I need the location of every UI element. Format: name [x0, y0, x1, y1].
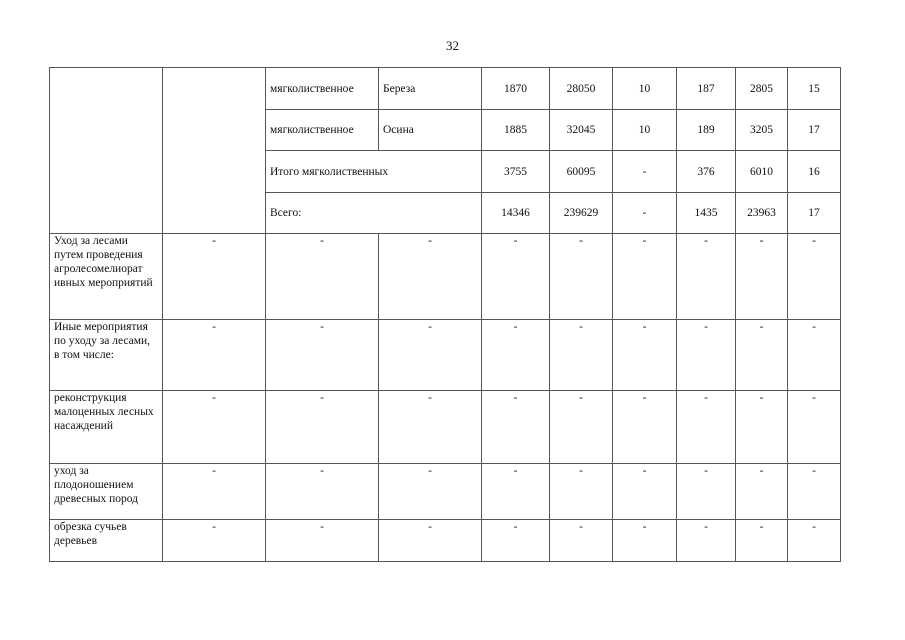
- value-cell: -: [482, 234, 550, 320]
- value-cell: -: [379, 320, 482, 391]
- value-cell: 23963: [736, 193, 788, 234]
- value-cell: -: [482, 391, 550, 464]
- value-cell: 17: [788, 193, 841, 234]
- value-cell: 32045: [550, 110, 613, 151]
- value-cell: -: [677, 234, 736, 320]
- value-cell: -: [550, 464, 613, 520]
- value-cell: -: [550, 520, 613, 562]
- value-cell: -: [379, 234, 482, 320]
- value-cell: 10: [613, 110, 677, 151]
- value-cell: -: [736, 320, 788, 391]
- activity-label: уход за плодоношением древесных пород: [50, 464, 163, 520]
- species-cell: Осина: [379, 110, 482, 151]
- value-cell: -: [677, 320, 736, 391]
- value-cell: -: [379, 464, 482, 520]
- value-cell: -: [163, 391, 266, 464]
- value-cell: -: [482, 520, 550, 562]
- value-cell: -: [266, 320, 379, 391]
- group-cell: мягколиственное: [266, 110, 379, 151]
- value-cell: -: [379, 520, 482, 562]
- value-cell: 15: [788, 68, 841, 110]
- activity-row: [50, 234, 841, 320]
- value-cell: -: [788, 520, 841, 562]
- value-cell: -: [379, 391, 482, 464]
- value-cell: 3205: [736, 110, 788, 151]
- value-cell: 28050: [550, 68, 613, 110]
- forest-care-table: [49, 67, 841, 562]
- value-cell: -: [613, 391, 677, 464]
- value-cell: -: [613, 464, 677, 520]
- activity-row: [50, 520, 841, 562]
- value-cell: 187: [677, 68, 736, 110]
- value-cell: 1885: [482, 110, 550, 151]
- value-cell: -: [163, 464, 266, 520]
- value-cell: 14346: [482, 193, 550, 234]
- value-cell: -: [550, 391, 613, 464]
- value-cell: 189: [677, 110, 736, 151]
- value-cell: -: [550, 234, 613, 320]
- activity-label: Уход за лесами путем проведения агролесомелиорат ивных мероприятий: [50, 234, 163, 320]
- value-cell: -: [788, 234, 841, 320]
- page-number: 32: [446, 38, 459, 53]
- value-cell: -: [266, 391, 379, 464]
- value-cell: -: [736, 391, 788, 464]
- value-cell: -: [266, 464, 379, 520]
- value-cell: -: [613, 320, 677, 391]
- activity-row: [50, 464, 841, 520]
- activity-label: обрезка сучьев деревьев: [50, 520, 163, 562]
- value-cell: -: [677, 391, 736, 464]
- value-cell: 60095: [550, 151, 613, 193]
- value-cell: -: [163, 234, 266, 320]
- empty-cell: [163, 68, 266, 234]
- value-cell: -: [613, 520, 677, 562]
- group-cell: мягколиственное: [266, 68, 379, 110]
- value-cell: -: [482, 320, 550, 391]
- table-row: [50, 68, 841, 110]
- value-cell: -: [736, 234, 788, 320]
- species-cell: Береза: [379, 68, 482, 110]
- value-cell: -: [677, 520, 736, 562]
- activity-row: [50, 391, 841, 464]
- value-cell: -: [677, 464, 736, 520]
- activity-row: [50, 320, 841, 391]
- value-cell: -: [788, 391, 841, 464]
- value-cell: 3755: [482, 151, 550, 193]
- value-cell: -: [266, 234, 379, 320]
- activity-label: реконструкция малоценных лесных насаждений: [50, 391, 163, 464]
- value-cell: 1435: [677, 193, 736, 234]
- value-cell: 16: [788, 151, 841, 193]
- value-cell: -: [482, 464, 550, 520]
- value-cell: -: [613, 193, 677, 234]
- value-cell: 1870: [482, 68, 550, 110]
- total-label: Всего:: [266, 193, 482, 234]
- value-cell: 239629: [550, 193, 613, 234]
- value-cell: -: [788, 320, 841, 391]
- value-cell: -: [788, 464, 841, 520]
- empty-cell: [50, 68, 163, 234]
- value-cell: -: [736, 464, 788, 520]
- value-cell: 6010: [736, 151, 788, 193]
- value-cell: -: [163, 520, 266, 562]
- value-cell: -: [550, 320, 613, 391]
- value-cell: 10: [613, 68, 677, 110]
- value-cell: 376: [677, 151, 736, 193]
- value-cell: 17: [788, 110, 841, 151]
- subtotal-label: Итого мягколиственных: [266, 151, 482, 193]
- activity-label: Иные мероприятия по уходу за лесами, в том числе:: [50, 320, 163, 391]
- value-cell: -: [163, 320, 266, 391]
- value-cell: -: [613, 234, 677, 320]
- value-cell: -: [736, 520, 788, 562]
- value-cell: -: [613, 151, 677, 193]
- value-cell: 2805: [736, 68, 788, 110]
- value-cell: -: [266, 520, 379, 562]
